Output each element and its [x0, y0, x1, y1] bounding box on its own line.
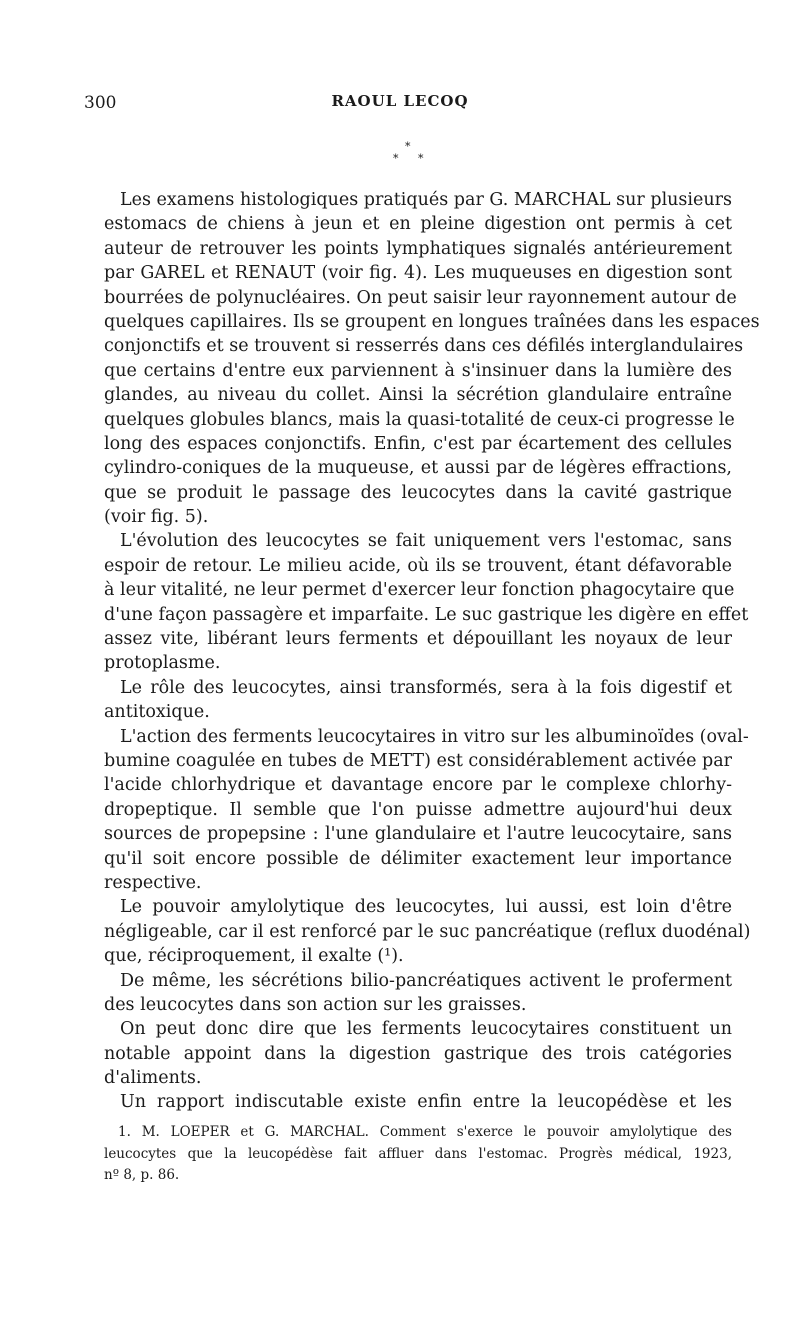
text-line: bumine coagulée en tubes de METT) est considérablement activée par [104, 750, 732, 771]
running-head: RAOUL LECOQ [331, 92, 469, 110]
asterism-star: * [405, 140, 411, 153]
asterism [388, 140, 438, 170]
text-line: protoplasme. [104, 653, 221, 674]
text-line: (voir fig. 5). [104, 507, 209, 528]
text-line: quelques globules blancs, mais la quasi-totalité de ceux-ci progresse le [104, 409, 735, 430]
text-line: L'évolution des leucocytes se fait uniquement vers l'estomac, sans [120, 531, 732, 552]
body-text [104, 188, 760, 1115]
text-line: d'aliments. [104, 1068, 202, 1089]
text-line: glandes, au niveau du collet. Ainsi la sécrétion glandulaire entraîne [104, 385, 732, 406]
text-line: respective. [104, 872, 202, 893]
asterism-star: * [418, 152, 424, 165]
text-line: antitoxique. [104, 702, 210, 723]
text-line: De même, les sécrétions bilio-pancréatiques activent le proferment [120, 970, 732, 991]
text-line: Les examens histologiques pratiqués par G. MARCHAL sur plusieurs [120, 190, 732, 210]
text-line: notable appoint dans la digestion gastrique des trois catégories [104, 1043, 732, 1064]
text-line: que certains d'entre eux parviennent à s'insinuer dans la lumière des [104, 360, 732, 381]
text-line: négligeable, car il est renforcé par le suc pancréatique (reflux duodénal) [104, 921, 751, 942]
text-line: espoir de retour. Le milieu acide, où ils se trouvent, étant défavorable [104, 555, 732, 576]
text-line: long des espaces conjonctifs. Enfin, c'est par écartement des cellules [104, 433, 732, 454]
text-line: cylindro-coniques de la muqueuse, et aussi par de légères effractions, [104, 458, 732, 479]
text-line: quelques capillaires. Ils se groupent en longues traînées dans les espaces [104, 311, 760, 332]
text-line: auteur de retrouver les points lymphatiques signalés antérieurement [104, 238, 732, 259]
text-line: dropeptique. Il semble que l'on puisse admettre aujourd'hui deux [104, 799, 732, 820]
text-line: l'acide chlorhydrique et davantage encore par le complexe chlorhy- [104, 775, 732, 796]
text-line: à leur vitalité, ne leur permet d'exercer leur fonction phagocytaire que [104, 580, 735, 601]
text-line: d'une façon passagère et imparfaite. Le suc gastrique les digère en effet [104, 604, 749, 625]
text-line: conjonctifs et se trouvent si resserrés dans ces défilés interglandulaires [104, 336, 744, 357]
text-line: sources de propepsine : l'une glandulaire et l'autre leucocytaire, sans [104, 824, 732, 845]
text-line: assez vite, libérant leurs ferments et dépouillant les noyaux de leur [104, 629, 732, 650]
text-line: des leucocytes dans son action sur les graisses. [104, 994, 527, 1015]
page-number: 300 [84, 93, 117, 113]
footnote [104, 1122, 732, 1187]
text-line: L'action des ferments leucocytaires in vitro sur les albuminoïdes (oval- [120, 726, 749, 747]
text-line: que se produit le passage des leucocytes dans la cavité gastrique [104, 482, 732, 503]
text-line: que, réciproquement, il exalte (¹). [104, 946, 404, 967]
text-line: bourrées de polynucléaires. On peut saisir leur rayonnement autour de [104, 287, 737, 308]
asterism-star: * [393, 152, 399, 165]
footnote-line: leucocytes que la leucopédèse fait affluer dans l'estomac. Progrès médical, 1923, [104, 1145, 732, 1162]
footnote-line: nº 8, p. 86. [104, 1167, 180, 1183]
text-line: On peut donc dire que les ferments leucocytaires constituent un [120, 1019, 732, 1040]
text-line: Un rapport indiscutable existe enfin entre la leucopédèse et les [120, 1092, 732, 1113]
footnote-line: 1. M. LOEPER et G. MARCHAL. Comment s'exerce le pouvoir amylolytique des [118, 1124, 732, 1140]
text-line: qu'il soit encore possible de délimiter exactement leur importance [104, 848, 732, 869]
text-line: estomacs de chiens à jeun et en pleine digestion ont permis à cet [104, 214, 732, 235]
text-line: Le rôle des leucocytes, ainsi transformés, sera à la fois digestif et [120, 677, 732, 698]
text-line: par GAREL et RENAUT (voir fig. 4). Les muqueuses en digestion sont [104, 263, 732, 284]
text-line: Le pouvoir amylolytique des leucocytes, lui aussi, est loin d'être [120, 897, 732, 918]
